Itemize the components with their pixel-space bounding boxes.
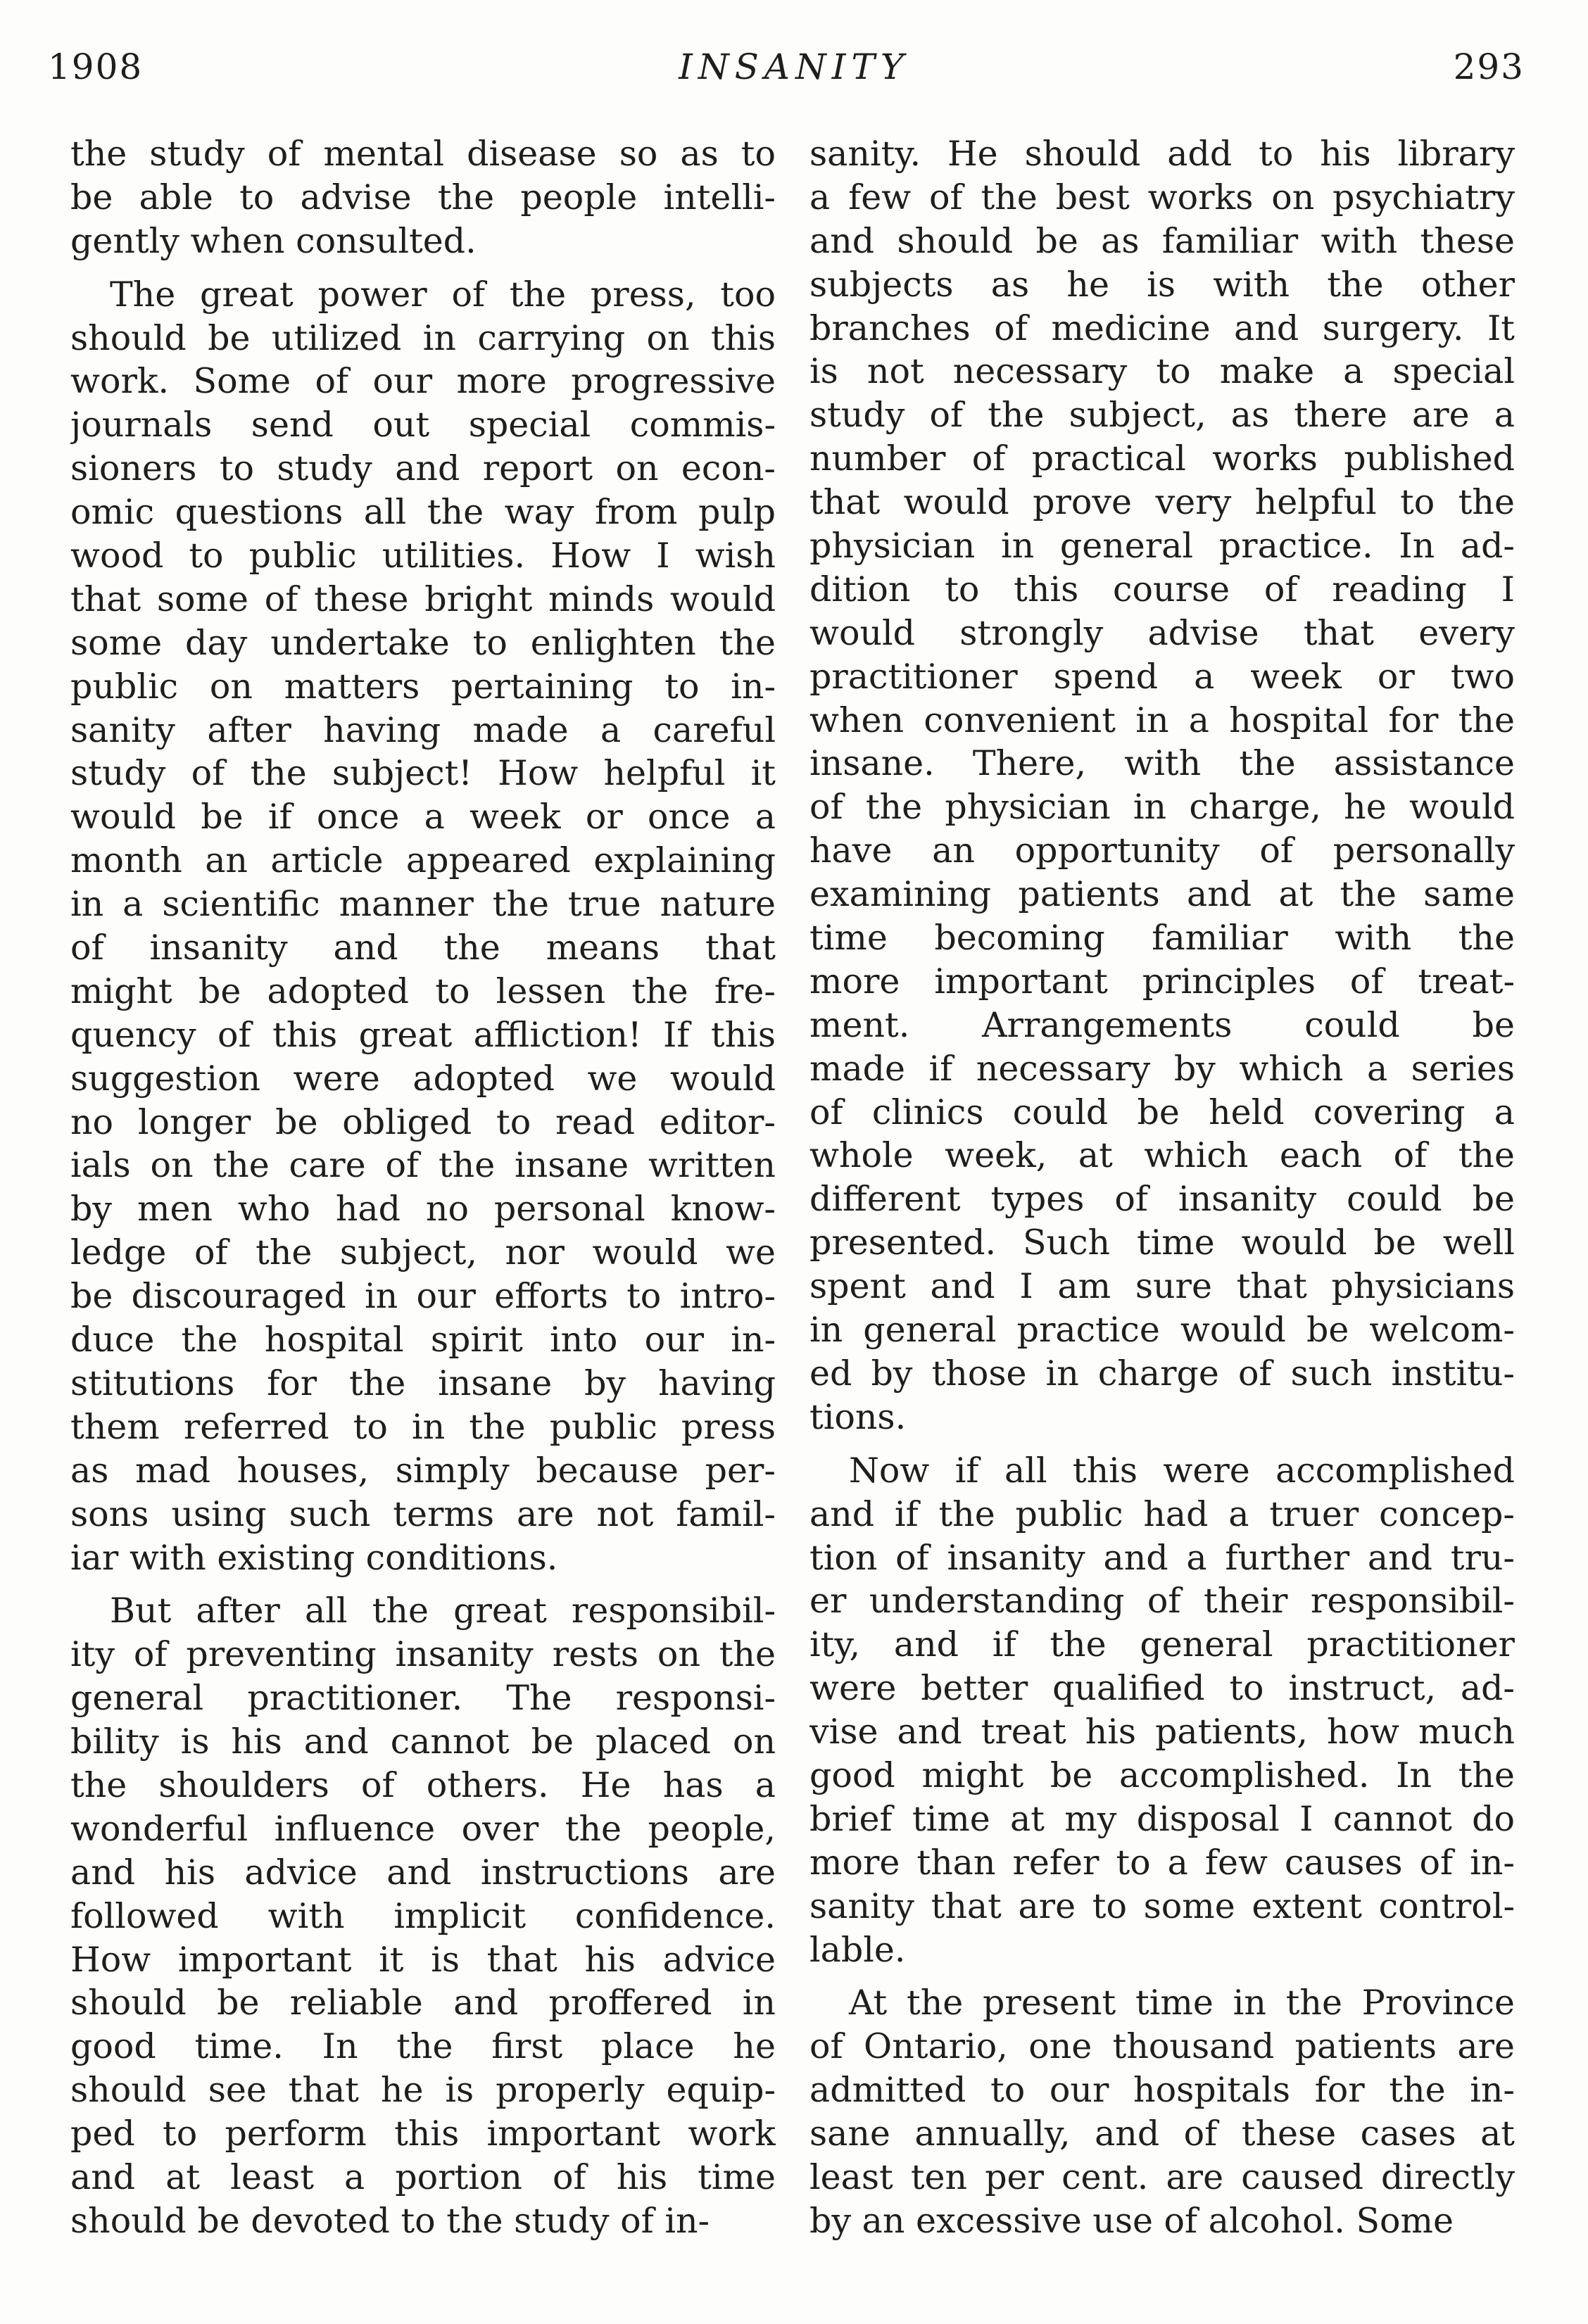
text-line: no longer be obliged to read editor- (70, 1101, 776, 1142)
text-line: wood to public utilities. How I wish (70, 536, 776, 576)
paragraph (809, 1449, 1515, 1972)
text-line: when convenient in a hospital for the (809, 700, 1515, 740)
text-line: should see that he is properly equip- (70, 2070, 776, 2111)
paragraph-gap (70, 263, 776, 273)
text-line: general practitioner. The responsi- (70, 1678, 776, 1719)
text-line: wonderful influence over the people, (70, 1808, 776, 1849)
text-line: duce the hospital spirit into our in- (70, 1320, 776, 1360)
text-line: the shoulders of others. He has a (70, 1764, 776, 1805)
text-line: lable. (809, 1929, 906, 1970)
text-line: them referred to in the public press (70, 1406, 776, 1447)
text-line: more than refer to a few causes of in- (809, 1842, 1515, 1883)
text-line: by men who had no personal know- (70, 1189, 776, 1230)
text-line: that would prove very helpful to the (809, 482, 1515, 523)
text-line: er understanding of their responsibil- (809, 1581, 1515, 1622)
text-line: branches of medicine and surgery. It (809, 308, 1515, 348)
paragraph (809, 1981, 1515, 2242)
text-line: tions. (809, 1396, 907, 1437)
text-line: How important it is that his advice (70, 1939, 776, 1980)
text-line: that some of these bright minds would (70, 579, 776, 619)
text-line: have an opportunity of personally (809, 831, 1515, 871)
text-line: study of the subject! How helpful it (70, 753, 776, 794)
text-line: subjects as he is with the other (809, 264, 1515, 305)
text-line: admitted to our hospitals for the in- (809, 2070, 1515, 2111)
text-line: by an excessive use of alcohol. Some (809, 2200, 1454, 2241)
text-line: omic questions all the way from pulp (70, 492, 776, 533)
paragraph (70, 1589, 776, 2242)
text-line: might be adopted to lessen the fre- (70, 971, 776, 1011)
text-line: suggestion were adopted we would (70, 1058, 776, 1099)
text-line: But after all the great responsibil- (110, 1591, 776, 1631)
text-line: number of practical works published (809, 438, 1515, 479)
text-line: and his advice and instructions are (70, 1852, 776, 1893)
paragraph-gap (809, 1971, 1515, 1981)
text-line: were better qualified to instruct, ad- (809, 1668, 1515, 1709)
text-line: in general practice would be welcom- (809, 1310, 1515, 1351)
text-line: whole week, at which each of the (809, 1135, 1515, 1176)
paragraph (809, 132, 1515, 1439)
text-line: sioners to study and report on econ- (70, 448, 776, 489)
text-line: some day undertake to enlighten the (70, 622, 776, 663)
text-line: insane. There, with the assistance (809, 743, 1515, 784)
text-line: different types of insanity could be (809, 1179, 1515, 1220)
text-line: and at least a portion of his time (70, 2156, 776, 2197)
text-line: as mad houses, simply because per- (70, 1450, 776, 1491)
text-line: sanity. He should add to his library (809, 134, 1515, 174)
text-line: and should be as familiar with these (809, 220, 1515, 261)
text-line: of clinics could be held covering a (809, 1092, 1515, 1132)
header-title: INSANITY (679, 46, 909, 87)
text-line: be able to advise the people intelli- (70, 177, 776, 217)
text-line: should be reliable and proffered in (70, 1983, 776, 2023)
text-line: ials on the care of the insane written (70, 1145, 776, 1186)
text-line: work. Some of our more progressive (70, 361, 776, 402)
text-line: should be utilized in carrying on this (70, 317, 776, 358)
header-year: 1908 (48, 46, 144, 87)
text-line: in a scientific manner the true nature (70, 884, 776, 925)
text-line: ed by those in charge of such institu- (809, 1353, 1515, 1394)
text-line: is not necessary to make a special (809, 351, 1515, 392)
text-line: month an article appeared explaining (70, 840, 776, 881)
left-column (70, 132, 776, 2243)
text-line: least ten per cent. are caused directly (809, 2156, 1515, 2197)
text-line: of insanity and the means that (70, 928, 776, 968)
page-number: 293 (1453, 46, 1525, 87)
text-line: good time. In the first place he (70, 2026, 776, 2067)
text-line: and if the public had a truer concep- (809, 1493, 1515, 1534)
running-head (42, 46, 1546, 96)
paragraph (70, 132, 776, 263)
text-line: sons using such terms are not famil- (70, 1493, 776, 1534)
text-line: sanity after having made a careful (70, 709, 776, 750)
text-line: brief time at my disposal I cannot do (809, 1798, 1515, 1839)
text-line: made if necessary by which a series (809, 1048, 1515, 1089)
paragraph (70, 273, 776, 1580)
text-line: ment. Arrangements could be (809, 1004, 1515, 1045)
text-line: spent and I am sure that physicians (809, 1266, 1515, 1307)
text-line: practitioner spend a week or two (809, 656, 1515, 697)
text-line: would strongly advise that every (809, 612, 1515, 653)
text-line: ity of preventing insanity rests on the (70, 1634, 776, 1675)
text-line: of the physician in charge, he would (809, 787, 1515, 828)
text-line: tion of insanity and a further and tru- (809, 1537, 1515, 1578)
text-line: presented. Such time would be well (809, 1223, 1515, 1263)
text-line: dition to this course of reading I (809, 569, 1515, 610)
text-line: stitutions for the insane by having (70, 1363, 776, 1403)
text-line: ity, and if the general practitioner (809, 1624, 1515, 1665)
text-line: sanity that are to some extent control- (809, 1886, 1515, 1926)
right-column (809, 132, 1515, 2243)
text-line: bility is his and cannot be placed on (70, 1722, 776, 1762)
text-line: time becoming familiar with the (809, 918, 1515, 959)
text-line: journals send out special commis- (70, 405, 776, 446)
text-line: ledge of the subject, nor would we (70, 1232, 776, 1273)
text-line: good might be accomplished. In the (809, 1755, 1515, 1795)
text-line: sane annually, and of these cases at (809, 2114, 1515, 2154)
text-line: followed with implicit confidence. (70, 1895, 776, 1936)
text-line: gently when consulted. (70, 220, 477, 261)
text-line: vise and treat his patients, how much (809, 1712, 1515, 1753)
text-line: iar with existing conditions. (70, 1537, 558, 1578)
text-line: examining patients and at the same (809, 874, 1515, 915)
text-line: would be if once a week or once a (70, 797, 776, 838)
text-line: the study of mental disease so as to (70, 134, 776, 174)
text-line: Now if all this were accomplished (849, 1450, 1515, 1491)
text-line: public on matters pertaining to in- (70, 666, 776, 707)
text-line: ped to perform this important work (70, 2114, 776, 2154)
text-line: quency of this great affliction! If this (70, 1014, 776, 1055)
text-line: a few of the best works on psychiatry (809, 177, 1515, 217)
text-line: of Ontario, one thousand patients are (809, 2026, 1515, 2067)
text-line: be discouraged in our efforts to intro- (70, 1276, 776, 1317)
text-line: The great power of the press, too (110, 274, 776, 315)
text-line: study of the subject, as there are a (809, 395, 1515, 436)
text-line: more important principles of treat- (809, 961, 1515, 1002)
paragraph-gap (70, 1579, 776, 1589)
text-line: At the present time in the Province (849, 1983, 1515, 2023)
paragraph-gap (809, 1439, 1515, 1449)
text-line: physician in general practice. In ad- (809, 526, 1515, 567)
text-line: should be devoted to the study of in- (70, 2200, 710, 2241)
